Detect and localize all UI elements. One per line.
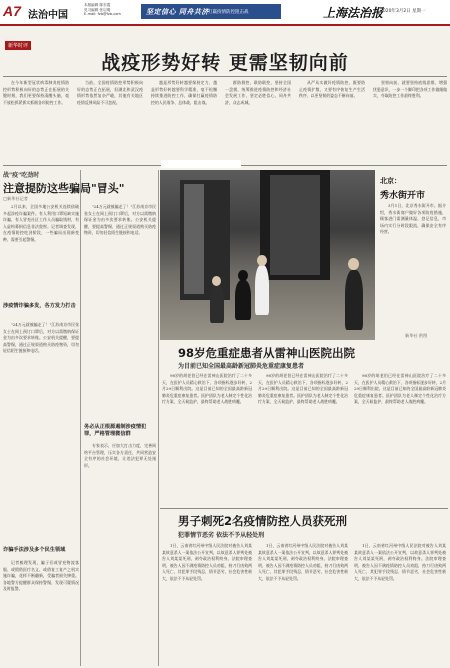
scam-subhead: 涉疫情诈骗多发，各方发力打击	[3, 303, 76, 309]
url-strip	[161, 160, 241, 168]
issue-date: 2020年3月2日 星期一	[380, 9, 426, 14]
editors-info: 本版编辑 陈东霞 见习编辑 张启明 E-mail: fzb@fzb.com	[84, 3, 121, 17]
column-divider	[80, 170, 81, 666]
lead-column: 坚韧向前，就要坚持底线思维，增强忧患意识，一步一个脚印把各项工作做细做实，夺取防控工作最终胜利。	[373, 80, 447, 98]
beijing-body: 3月1日，北京秀水街开市。据介绍，秀水街商户做好各项防疫措施，顾客进门需测量体温、登记信息，市场内实行分时段限流，确保安全有序经营。	[380, 203, 446, 234]
scam-subhead: 务必从正根源遏制涉疫情犯罪，严格管理微信群	[84, 424, 147, 437]
arson-body: 1日，云南省红河州中级人民法院对被告人刘某某故意杀人一案依法公开宣判，以故意杀人罪判处被告人刘某某死刑，剥夺政治权利终身。法院审理查明，被告人因不满疫情防控人员劝阻，持刀行凶致两人死亡，其犯罪手段残忍，情节恶劣，社会危害性极大，依法不予从轻处罚。	[354, 543, 446, 581]
beijing-byline: 新华社 供图	[405, 333, 428, 338]
arson-headline[interactable]: 男子刺死2名疫情防控人员获死刑	[178, 514, 347, 528]
lead-column: 越是形势好转越要保持定力，越是形势好转越要科学精准，毫不松懈持续推进防控工作，确保打赢疫情防控的人民战争、总体战、阻击战。	[151, 80, 217, 105]
scam-headline[interactable]: 注意提防这些骗局"冒头"	[3, 182, 125, 195]
lead-tag: 新华时评	[5, 41, 31, 50]
scam-body: "24万元就被骗走了！"江苏南京市民张女士在网上预订口罩后，对方以需缴纳保证金为由多次要求转账。公安机关提醒，要提高警惕，通过正规渠道购买防疫物资，切勿轻信陌生链接和电话。	[84, 204, 156, 235]
lead-column: 群防群控、联防联控，坚持全国一盘棋，统筹推进疫情防控和经济社会发展工作，坚定必胜信心，同舟共济，众志成城。	[225, 80, 291, 105]
scam-body: 专家表示，应加大打击力度，完善网络平台管理，压实各方责任，共同营造安全有序的社会环境，让违法犯罪无处遁形。	[84, 443, 156, 468]
scam-body: 记者梳理发现，骗子们或冒充物流客服、或假借医疗名义、或借复工复产之机实施诈骗，花样不断翻新，受骗者损失惨重。各地警方提醒群众保持警惕，发现可疑情况及时报警。	[3, 560, 79, 591]
arson-subhead: 犯罪情节恶劣 依法不予从轻处刑	[178, 532, 265, 539]
critical-subhead: 为目前已知全国最高龄新冠肺炎危重症康复患者	[178, 363, 305, 370]
newspaper-logo: 上海法治报	[323, 6, 384, 20]
news-photo	[160, 170, 375, 340]
critical-body: 98岁的胡老伯已经在雷神山医院治疗了二十多天，在医护人员精心救治下，各项指标逐步好转，2月29日顺利出院。这是目前已知的全国最高龄新冠肺炎危重症康复患者。医护团队为老人制定个性化治疗方案，全天候监护，最终帮助老人战胜病魔。	[354, 373, 446, 404]
lead-column: 当前，全国疫情防控形势积极向好的态势正在拓展，但湖北和武汉疫情形势依然复杂严峻，其他有关地区疫情反弹风险不可忽视。	[77, 80, 143, 105]
lead-column: 在今年新型冠状病毒肺炎疫情防控形势积极向好的态势正在拓展的关键时刻，我们更要保持清醒头脑，毫不放松抓紧抓实抓细各项防控工作。	[3, 80, 69, 105]
scam-subhead: 诈骗手法涉及多个民生领域	[3, 547, 66, 553]
scam-byline: □新华社记者	[3, 196, 28, 201]
lead-column: 从严从实做好疫情防控，既要防止疫情扩散，又要有序恢复生产生活秩序，以更坚韧的姿态不断向前。	[299, 80, 365, 98]
slogan-main: 坚定信心 同舟共济	[146, 8, 209, 16]
critical-headline[interactable]: 98岁危重症患者从雷神山医院出院	[178, 346, 356, 360]
beijing-headline[interactable]: 秀水街开市	[380, 191, 426, 201]
critical-body: 98岁的胡老伯已经在雷神山医院治疗了二十多天，在医护人员精心救治下，各项指标逐步好转，2月29日顺利出院。这是目前已知的全国最高龄新冠肺炎危重症康复患者。医护团队为老人制定个性化治疗方案，全天候监护，最终帮助老人战胜病魔。	[258, 373, 348, 404]
section-title: 法治中国	[28, 10, 68, 21]
arson-body: 1日，云南省红河州中级人民法院对被告人刘某某故意杀人一案依法公开宣判，以故意杀人罪判处被告人刘某某死刑，剥夺政治权利终身。法院审理查明，被告人因不满疫情防控人员劝阻，持刀行凶致两人死亡，其犯罪手段残忍，情节恶劣，社会危害性极大，依法不予从轻处罚。	[258, 543, 348, 581]
arson-body: 1日，云南省红河州中级人民法院对被告人刘某某故意杀人一案依法公开宣判，以故意杀人罪判处被告人刘某某死刑，剥夺政治权利终身。法院审理查明，被告人因不满疫情防控人员劝阻，持刀行凶致两人死亡，其犯罪手段残忍，情节恶劣，社会危害性极大，依法不予从轻处罚。	[162, 543, 252, 581]
scam-body: 2月以来，全国多地公安机关连续侦破多起涉疫诈骗案件。有人利用口罩短缺实施诈骗，有人冒充社区工作人员骗取钱财，有人虚构募捐信息非法敛财。记者调查发现，在疫情防控吃劲阶段，一些骗局出现新变种，需要引起警惕。	[3, 204, 79, 242]
beijing-kicker: 北京：	[380, 177, 401, 185]
divider	[160, 508, 448, 509]
scam-body: "24万元就被骗走了！"江苏南京市民张女士在网上预订口罩后，对方以需缴纳保证金为由多次要求转账。公安机关提醒，要提高警惕，通过正规渠道购买防疫物资，切勿轻信陌生链接和电话。	[3, 322, 79, 353]
divider	[3, 76, 447, 77]
slogan-sub: 打赢疫情防控阻击战	[208, 9, 249, 15]
page-number: A7	[3, 3, 21, 19]
lead-headline[interactable]: 战疫形势好转 更需坚韧向前	[101, 52, 349, 74]
column-divider	[158, 170, 159, 666]
scam-kicker: 战"疫"吃劲时	[3, 172, 40, 179]
critical-body: 98岁的胡老伯已经在雷神山医院治疗了二十多天，在医护人员精心救治下，各项指标逐步好转，2月29日顺利出院。这是目前已知的全国最高龄新冠肺炎危重症康复患者。医护团队为老人制定个性化治疗方案，全天候监护，最终帮助老人战胜病魔。	[162, 373, 252, 404]
